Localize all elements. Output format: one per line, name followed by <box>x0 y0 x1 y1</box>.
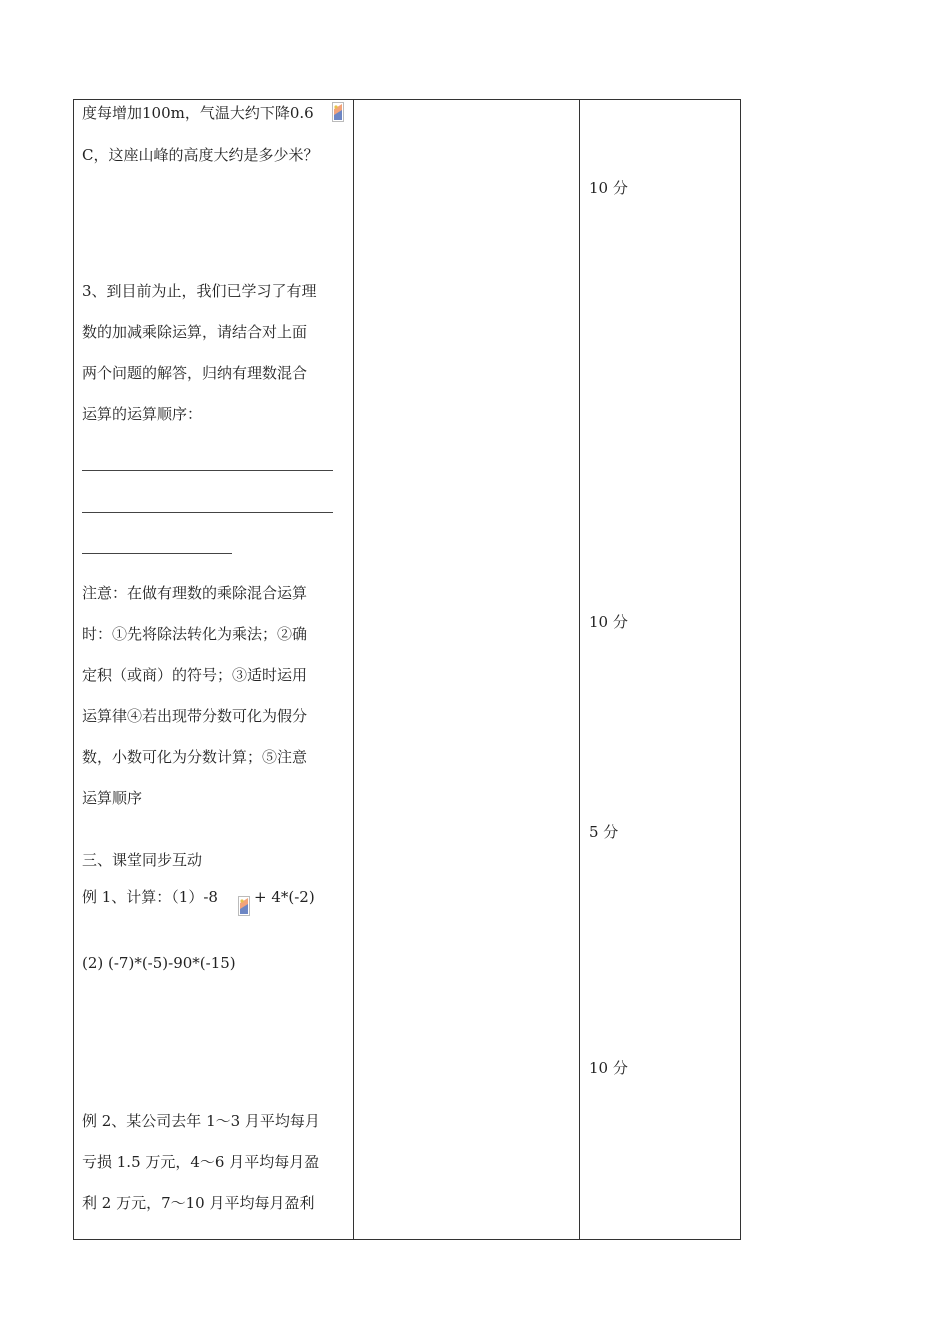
note-text: 数，小数可化为分数计算；⑤注意 <box>82 748 308 766</box>
example-2-text: 亏损 1.5 万元，4～6 月平均每月盈 <box>82 1153 320 1171</box>
question-3-text: 3、到目前为止，我们已学习了有理 <box>82 282 317 300</box>
example-2-text: 利 2 万元，7～10 月平均每月盈利 <box>82 1194 315 1212</box>
question-3-text: 运算的运算顺序： <box>82 405 203 423</box>
broken-image-icon <box>332 102 344 122</box>
question-3-text: 两个问题的解答，归纳有理数混合 <box>82 364 308 382</box>
answer-blank-line <box>82 512 333 513</box>
text-line: C，这座山峰的高度大约是多少米？ <box>82 146 319 164</box>
question-3-text: 数的加减乘除运算，请结合对上面 <box>82 323 308 341</box>
time-allocation: 10 分 <box>589 613 628 631</box>
column-divider <box>353 100 354 1239</box>
example-1-part-2: (2) (-7)*(-5)-90*(-15) <box>82 954 236 972</box>
note-text: 定积（或商）的符号；③适时运用 <box>82 666 308 684</box>
text-line: 度每增加100m，气温大约下降0.6 <box>82 104 314 122</box>
note-text: 注意：在做有理数的乘除混合运算 <box>82 584 308 602</box>
example-1-text: 例 1、计算：（1）-8 <box>82 888 218 906</box>
time-allocation: 10 分 <box>589 1059 628 1077</box>
time-allocation: 10 分 <box>589 179 628 197</box>
example-2-text: 例 2、某公司去年 1～3 月平均每月 <box>82 1112 320 1130</box>
example-1-text: + 4*(-2) <box>254 888 315 906</box>
column-divider <box>579 100 580 1239</box>
note-text: 运算顺序 <box>82 789 143 807</box>
note-text: 时：①先将除法转化为乘法；②确 <box>82 625 308 643</box>
answer-blank-line <box>82 470 333 471</box>
section-title: 三、课堂同步互动 <box>82 851 203 869</box>
broken-image-icon <box>238 896 250 916</box>
time-allocation: 5 分 <box>589 823 619 841</box>
note-text: 运算律④若出现带分数可化为假分 <box>82 707 308 725</box>
answer-blank-line <box>82 553 232 554</box>
